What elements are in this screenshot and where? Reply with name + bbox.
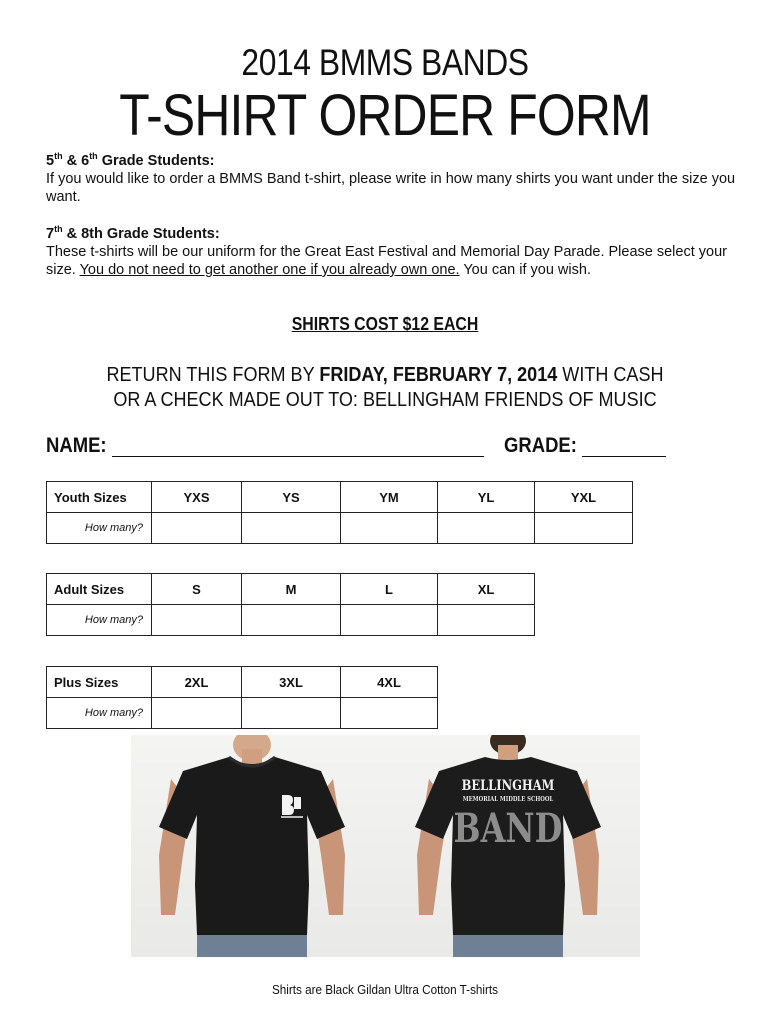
grade-5-6-section — [46, 152, 736, 206]
grade-sup: th — [89, 151, 98, 162]
grade-label: & 8th Grade Students: — [62, 226, 220, 242]
grade-num: 5 — [46, 153, 55, 169]
plus-sizes-table — [46, 666, 438, 729]
body-text: You can if you wish. — [459, 262, 591, 278]
size-header: 4XL — [341, 667, 438, 698]
size-header: 3XL — [242, 667, 341, 698]
shirt-caption: Shirts are Black Gildan Ultra Cotton T-shirts — [271, 982, 499, 997]
grade-num: 7 — [46, 226, 55, 242]
quantity-cell[interactable] — [341, 605, 438, 636]
grade-sup: th — [54, 224, 63, 235]
how-many-label: How many? — [47, 513, 152, 544]
plus-sizes-label: Plus Sizes — [47, 667, 152, 698]
size-header: S — [152, 574, 242, 605]
return-post: WITH CASH — [557, 363, 664, 386]
how-many-label: How many? — [47, 698, 152, 729]
quantity-cell[interactable] — [152, 605, 242, 636]
grade-num: 6 — [81, 153, 90, 169]
grade-7-8-section — [46, 225, 736, 279]
name-label: NAME: — [46, 434, 107, 457]
front-logo-note — [294, 797, 301, 809]
return-line-1 — [46, 362, 724, 387]
size-header: YL — [438, 482, 535, 513]
adult-sizes-table — [46, 573, 535, 636]
youth-sizes-label: Youth Sizes — [47, 482, 152, 513]
size-header: YS — [242, 482, 341, 513]
size-header: YXL — [535, 482, 633, 513]
back-print-line1: BELLINGHAM — [461, 777, 555, 795]
size-header: M — [242, 574, 341, 605]
back-print-band: BAND — [453, 804, 563, 852]
quantity-cell[interactable] — [242, 698, 341, 729]
form-title-year: 2014 BMMS BANDS — [241, 42, 529, 83]
return-date: FRIDAY, FEBRUARY 7, 2014 — [319, 363, 558, 386]
form-title: T-SHIRT ORDER FORM — [119, 83, 651, 148]
table-row — [47, 574, 535, 605]
tshirt-illustration — [131, 735, 640, 957]
grade-label: Grade Students: — [97, 153, 215, 169]
size-header: L — [341, 574, 438, 605]
adult-sizes-label: Adult Sizes — [47, 574, 152, 605]
table-row — [47, 605, 535, 636]
return-line-2: OR A CHECK MADE OUT TO: BELLINGHAM FRIENDS OF MUSIC — [113, 388, 657, 411]
back-jeans — [453, 935, 563, 957]
quantity-cell[interactable] — [152, 513, 242, 544]
body-text: These t-shirts will be our uniform for the Great East Festival and Memorial Day Parade. Please select your size. — [46, 244, 727, 278]
quantity-cell[interactable] — [438, 513, 535, 544]
table-row — [47, 698, 438, 729]
grade-7-8-body — [46, 243, 736, 279]
return-instructions — [46, 362, 724, 412]
grade-amp: & — [62, 153, 82, 169]
size-header: YXS — [152, 482, 242, 513]
size-header: YM — [341, 482, 438, 513]
grade-7-8-heading — [46, 225, 736, 243]
quantity-cell[interactable] — [341, 698, 438, 729]
shirt-cost: SHIRTS COST $12 EACH — [291, 314, 479, 334]
quantity-cell[interactable] — [535, 513, 633, 544]
table-row — [47, 667, 438, 698]
front-neck — [242, 749, 262, 765]
youth-sizes-table — [46, 481, 633, 544]
quantity-cell[interactable] — [438, 605, 535, 636]
grade-5-6-heading — [46, 152, 736, 170]
return-pre: RETURN THIS FORM BY — [106, 363, 320, 386]
size-header: XL — [438, 574, 535, 605]
quantity-cell[interactable] — [152, 698, 242, 729]
front-jeans — [197, 935, 307, 957]
size-header: 2XL — [152, 667, 242, 698]
grade-field[interactable] — [582, 456, 666, 457]
grade-sup: th — [54, 151, 63, 162]
grade-5-6-body: If you would like to order a BMMS Band t-shirt, please write in how many shirts you want under the size you want. — [46, 171, 736, 205]
back-print-line2: MEMORIAL MIDDLE SCHOOL — [462, 795, 554, 804]
front-logo-text — [281, 816, 303, 818]
table-row — [47, 513, 633, 544]
quantity-cell[interactable] — [341, 513, 438, 544]
how-many-label: How many? — [47, 605, 152, 636]
table-row — [47, 482, 633, 513]
grade-label: GRADE: — [504, 434, 577, 457]
name-field[interactable] — [112, 456, 484, 457]
quantity-cell[interactable] — [242, 605, 341, 636]
quantity-cell[interactable] — [242, 513, 341, 544]
tshirt-photo — [131, 735, 640, 957]
underlined-note: You do not need to get another one if you already own one. — [79, 262, 460, 278]
